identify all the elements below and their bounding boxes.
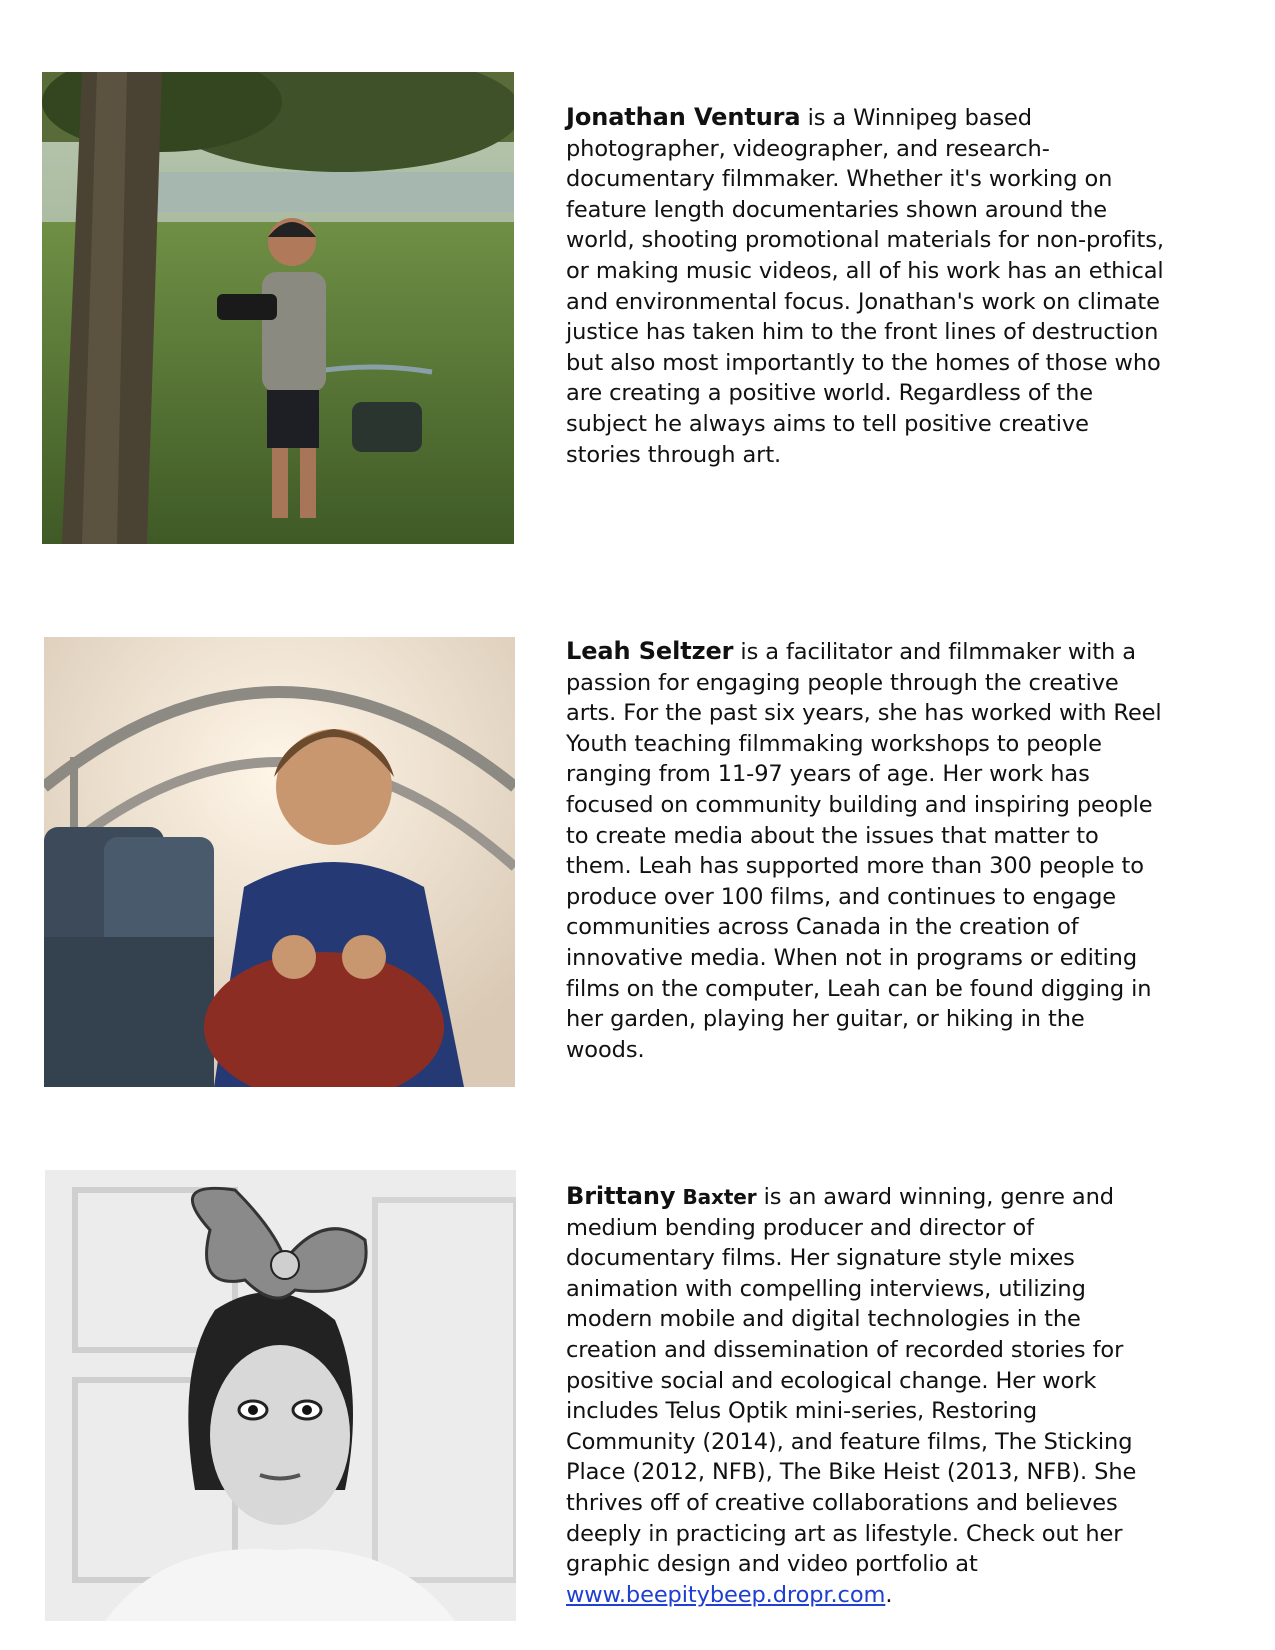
bio-name: Jonathan Ventura (566, 103, 801, 131)
bio-text-jonathan-ventura (566, 102, 1166, 470)
portfolio-link[interactable]: www.beepitybeep.dropr.com (566, 1581, 886, 1608)
photo-brittany-baxter (45, 1170, 516, 1621)
bio-description: is a Winnipeg based photographer, videographer, and research-documentary filmmaker. Whether it's working on feature length documentaries shown around the world, shooting promotional materials for non-profits, or making music videos, all of his work has an ethical and environmental focus. Jonathan's work on climate justice has taken him to the front lines of destruction but also most importantly to the homes of those who are creating a positive world. Regardless of the subject he always aims to tell positive creative stories through art. (566, 105, 1164, 468)
bio-name: Leah Seltzer (566, 637, 734, 665)
bio-text-brittany-baxter (566, 1181, 1166, 1610)
bio-description-end: . (885, 1581, 893, 1608)
bio-name-first: Brittany (566, 1182, 676, 1210)
bio-name-last: Baxter (682, 1185, 757, 1209)
photo-jonathan-ventura (42, 72, 514, 544)
bio-description: is a facilitator and filmmaker with a passion for engaging people through the creative arts. For the past six years, she has worked with Reel Youth teaching filmmaking workshops to people ranging from 11-97 years of age. Her work has focused on community building and inspiring people to create media about the issues that matter to them. Leah has supported more than 300 people to produce over 100 films, and continues to engage communities across Canada in the creation of innovative media. When not in programs or editing films on the computer, Leah can be found digging in her garden, playing her guitar, or hiking in the woods. (566, 639, 1162, 1063)
bio-text-leah-seltzer (566, 636, 1166, 1065)
bio-description: is an award winning, genre and medium bending producer and director of documentary films. Her signature style mixes animation with compelling interviews, utilizing modern mobile and digital technologies in the creation and dissemination of recorded stories for positive social and ecological change. Her work includes Telus Optik mini-series, Restoring Community (2014), and feature films, The Sticking Place (2012, NFB), The Bike Heist (2013, NFB). She thrives off of creative collaborations and believes deeply in practicing art as lifestyle. Check out her graphic design and video portfolio at (566, 1184, 1137, 1578)
photo-leah-seltzer (44, 637, 515, 1087)
